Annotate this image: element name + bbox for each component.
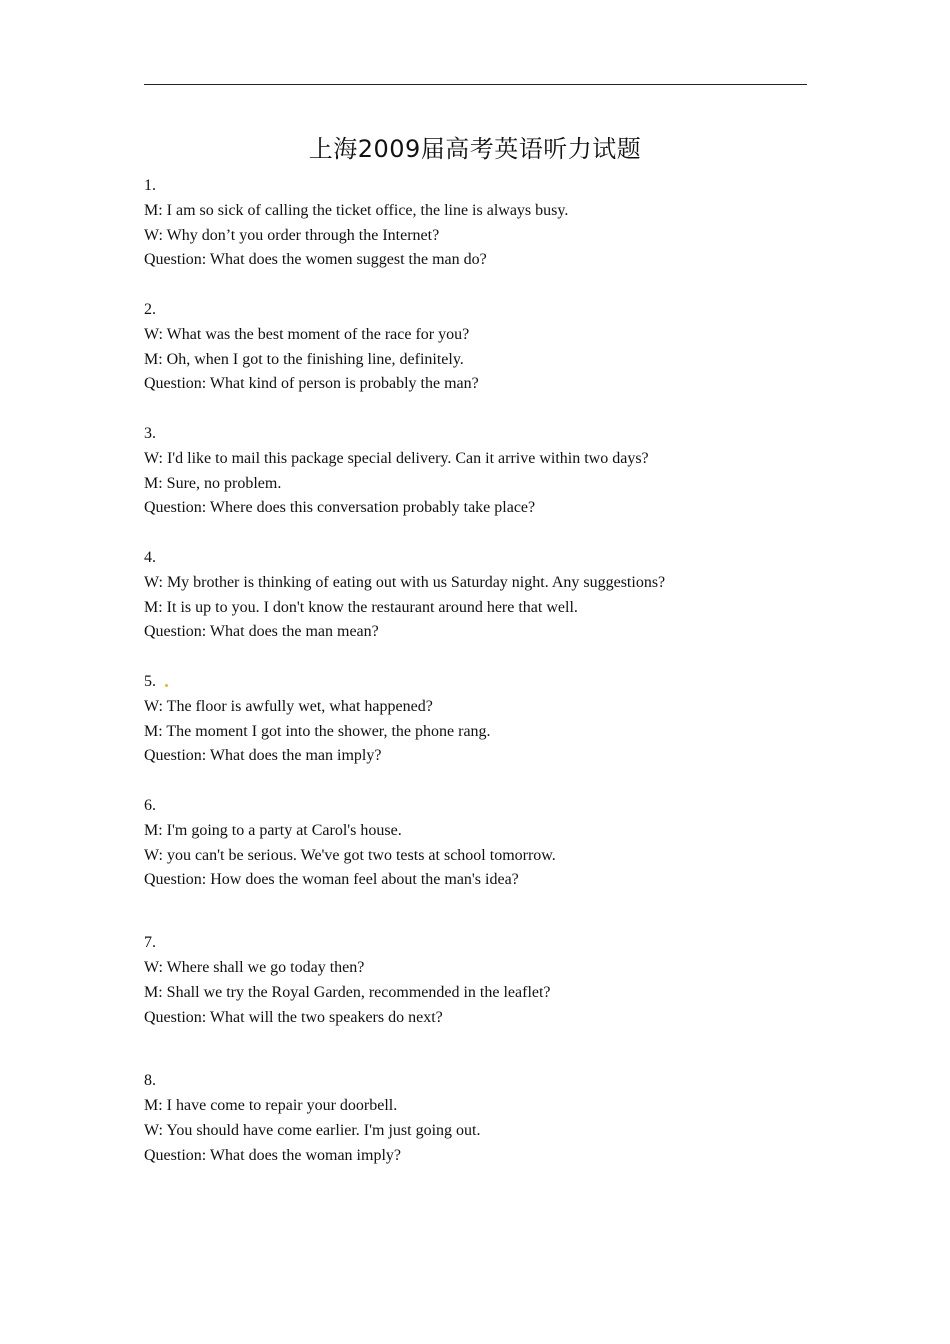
- dialogue-line: M: I am so sick of calling the ticket office, the line is always busy.: [144, 201, 569, 219]
- dialogue-line: M: Sure, no problem.: [144, 474, 282, 492]
- question-line: Question: What kind of person is probably the man?: [144, 375, 479, 393]
- question-number: 1.: [144, 177, 156, 194]
- question-2: [144, 298, 824, 397]
- dialogue-line: M: The moment I got into the shower, the phone rang.: [144, 722, 491, 740]
- question-number: 5.: [144, 672, 156, 690]
- question-1: [144, 174, 824, 273]
- dialogue-line: W: Where shall we go today then?: [144, 958, 365, 976]
- dialogue-line: W: I'd like to mail this package special delivery. Can it arrive within two days?: [144, 449, 649, 467]
- question-4: [144, 546, 824, 645]
- dialogue-line: M: Oh, when I got to the finishing line, definitely.: [144, 350, 464, 368]
- question-number: 8.: [144, 1072, 156, 1090]
- question-6: [144, 794, 824, 893]
- question-line: Question: Where does this conversation probably take place?: [144, 499, 536, 517]
- question-line: Question: How does the woman feel about the man's idea?: [144, 871, 519, 889]
- question-3: [144, 422, 824, 521]
- document-body: [144, 174, 824, 1168]
- question-8: [144, 1069, 824, 1168]
- dialogue-line: M: It is up to you. I don't know the restaurant around here that well.: [144, 598, 578, 616]
- document-title: 上海2009届高考英语听力试题: [308, 135, 642, 163]
- question-number: 2.: [144, 300, 156, 318]
- question-line: Question: What does the man imply?: [144, 747, 382, 765]
- dialogue-line: W: The floor is awfully wet, what happened?: [144, 697, 433, 715]
- dialogue-line: M: I have come to repair your doorbell.: [144, 1097, 398, 1115]
- dialogue-line: M: I'm going to a party at Carol's house.: [144, 821, 402, 839]
- question-line: Question: What will the two speakers do next?: [144, 1008, 443, 1026]
- dialogue-line: W: What was the best moment of the race for you?: [144, 325, 470, 343]
- question-line: Question: What does the women suggest the man do?: [144, 251, 487, 269]
- dialogue-line: W: you can't be serious. We've got two tests at school tomorrow.: [144, 846, 556, 864]
- question-number: 7.: [144, 934, 156, 952]
- annotation-mark: [165, 684, 168, 687]
- question-number: 3.: [144, 424, 156, 442]
- question-number: 6.: [144, 796, 156, 814]
- question-line: Question: What does the man mean?: [144, 623, 379, 641]
- question-number-row: [144, 670, 824, 695]
- dialogue-line: W: Why don’t you order through the Internet?: [144, 226, 440, 244]
- question-5: [144, 670, 824, 769]
- dialogue-line: W: You should have come earlier. I'm just going out.: [144, 1121, 481, 1139]
- question-7: [144, 931, 824, 1030]
- question-line: Question: What does the woman imply?: [144, 1146, 401, 1164]
- dialogue-line: W: My brother is thinking of eating out with us Saturday night. Any suggestions?: [144, 573, 666, 591]
- header-rule: [144, 84, 807, 85]
- question-number: 4.: [144, 548, 156, 566]
- dialogue-line: M: Shall we try the Royal Garden, recommended in the leaflet?: [144, 983, 551, 1001]
